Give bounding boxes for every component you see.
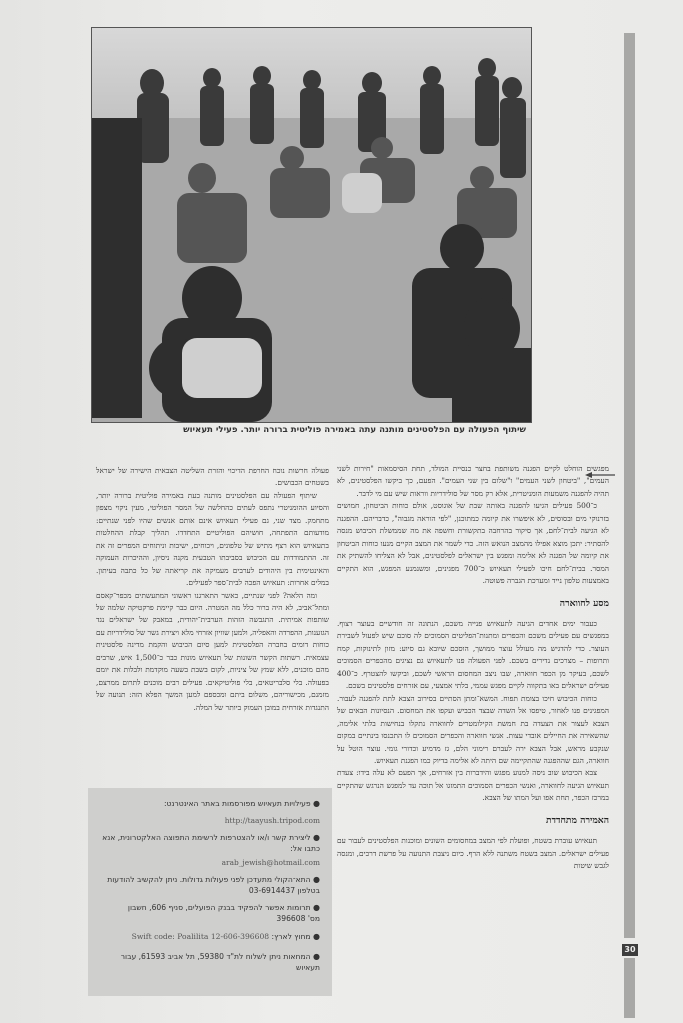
page-number: 30 bbox=[622, 944, 638, 956]
info-text: התא־הקולי מתעדכן לפני פעולות גדולות. ניתן להקשיב להודעות בטלפון 03-6914437 bbox=[107, 875, 320, 895]
paragraph: ומה הלאה? לפני שנתיים, כאשר התארגנו ראשוני המתעשתים מכפר־קאסם ומתל־אביב, לא היה ברור כלל מה המטרה. היום כבר קיימת פרקטיקה שלמה של שותפות אמיתית. התגבשה הזהות הערבית־יהודית, במאבק של ישראלים נגד הגזענות, ההפרדה והאפליה, ולמען שוויון אזרחי מלא ויצירת גשר של סולידריות עם כוחות דומים בחברה הפלסטינית למען סיום הכיבוש והקמת מדינה פלסטינית עצמאית. רשתות הקשר השונות של תעאיוש מונות כבר כ־1,500 איש, שרבים מהם מוכנים, ללא שמץ של ציניות, לקום בשבת בשעה מוקדמת ולבלות את יומם בפעולה. בלי סלבריטאים, בלי פוליטיקאים. פעילים רבים מוכנים לתרום ממרצם, מזמנם, מכישוריהם, משלום ביתם ומכספם למען המשך הפלא הזה: תנועה של התנגדות אזרחית במובן העמוק ביותר של המלה. bbox=[96, 590, 329, 712]
paragraph: כעבור ימים אחדים הגיעה לתעאיוש פנייה משכם, הנתונה זה חודשיים בעוצר רצוף. במפגשים עם פעילים משכם והכפרים ומתנות־הפליטים הסמוכים לה סוכם שיש לפעול לשבירת העוצר. כדי להדגיש מה מעולל עוצר ממושך, הוסכם שיובא גם סיוע: מזון לתינוקות, קמח ותרופות – מצרכים נדירים בשכם. לפני הפעולה פנו לתעאיוש גם נציגים מהכפרים הסמוכים לשכם, בעיקר מן הכפר חווארה, שבו ניצב המחסום הראשי לשכם, וביקשו להצטרף. כ־400 פעילים ישראלים באו בתקווה לקיים מפגש עממי, בלתי אמצעי, עם אזרחים פלסטינים בשכם. bbox=[337, 618, 609, 691]
bullet-icon: ● bbox=[313, 875, 320, 884]
article-column-left bbox=[96, 465, 329, 714]
bullet-icon: ● bbox=[313, 952, 320, 961]
bullet-icon: ● bbox=[313, 799, 320, 808]
paragraph: כוחות הכיבוש חיכו בצומת תפוח. המשא־ומתן הסתיים בסירוב הצבא לתת להפגנה לעבור. המפגינים פנו לאחור, טיפסו אל השדה שבצד הכביש ועקפו את המחסום. הנסיונות הבאים של הצבא לעצור את הצעדה בת חמשת הקילומטרים לחווארה נתקלו בנחישות בלתי אלימה, שהשאירה את החיילים אובדי עצות. אנשי חווארה והכפרים הסמוכים לו התכנסו בינתיים במקום שנקבע מראש, אבל הצבא ירה לעברם רימוני הלם, גז מדמיע וכדורי גומי. עוצר הוטל על חווארה, הגם שההפגנה שהתקיימה שם היתה לא אלימה בדיוק כמו הפגנת תעאיוש. bbox=[337, 693, 609, 765]
info-item bbox=[132, 931, 320, 942]
paragraph: צבא הכיבוש שוב ניסה למנוע מפגש והידברות בין אזרחים, אך הפעם לא עלה בידו: צעדת תעאיוש הגיעה לחווארה, ואנשי הכפרים הסמוכים התמזגו אל תוכה עד למפגש הנרגש שהתקיים במרכז הכפר, תחת אפו ועל המתו של הצבא. bbox=[337, 768, 609, 803]
bullet-icon: ● bbox=[313, 833, 320, 842]
bullet-icon: ● bbox=[313, 932, 320, 941]
website-link[interactable]: http://taayush.tripod.com bbox=[224, 816, 320, 825]
side-bar-lower bbox=[624, 958, 635, 1018]
paragraph: כ־500 פעילים הגיעו להפגנה באותה שבת של אוגוסט, אולם כוחות הביטחון, חמושים בזרנוקי מים ובסוסים, לא איפשרו את קיומה כמתוכנן, "לפי הוראה מגבוה", כדבריהם. ההפגנה לא הגיעה לבית־לחם, אך סיקור בהרחבה בתקשורת וחשפה את מה שממשלת הכיבוש מנסה להסתיר: יתכן מוצא אפילו מהמצב הנואש הזה. כדי לשמר את המצב הקיים מנעו כוחות הביטחון את קיומה של הפגנה לא אלימה ומפגש בין ישראלים לפלסטינים, אבל לא הצליחו להשתיק את המסר. בבית־לחם חיכו לפעילי תעאיוש כ־700 מפגינים, ומשנמנע המפגש, הוא התקיים באמצעות טלפון נייד ומערכת הגברה פשוטה. bbox=[337, 501, 609, 586]
paragraph: תעאיוש עוברת בשטח, ופועלת לפי המצב במחסומים השונים ומוכנות הפלסטינים לעבור עם פעילים ישראלים. המצב בשטח משתנה ללא הרף. כיום ניצבת התנועה על פרשת דרכים, ומנסה לגבש שיטות bbox=[337, 836, 609, 871]
info-text: תרומות אפשר להפקיד בבנק הפועלים, סניף 606, חשבון מס' 396608 bbox=[127, 903, 320, 923]
paragraph: פעולה חרשות נוכח החרפת הדיכוי והזרת השליטה הצבאית הישירה של ישראל בשטחים הכבושים. bbox=[96, 466, 329, 488]
info-item bbox=[100, 832, 320, 854]
paragraph: מפגשים הוחלט לקיים הפגנה משותפת בחצר כנסיית המולד, תחת הסיסמאות "חירות לשני העמים", "ביטחון לשני העמים" ו"שלום בין שני העמים". הפעם, כך ביקשו הפלסטינים, לא תהיה להפגנה משמעות הומניטרית, אלא רק מסר של סולידריות ווראות שיש עם מי לדבר. bbox=[337, 464, 609, 498]
photo-image bbox=[92, 28, 531, 422]
paragraph: שיתוף הפעולה עם הפלסטינים מותנה כעת באמירה פוליטית ברורה יותר, והסיוע ההומניטרי נתפס לעתים כהחלשה של המסר הפוליטי, מעין ניקוי מצפון מתחמק. מצד שני, גם פעילי תעאיוש אינם אותם אנשים שהיו לפני שנתיים: מודעותם התפתחה, חושיהם הפוליטיים התחדדו. תהליך קבלת ההחלטות בתעאיוש הוא רצף מתיש של טלפונים, ויכוחים, ישיבות וניתוחים המפרים זה את זה. ההתמודדות עם הכיבוש בסביבתו הטבעית מקנה ניסיון, וההיכרות העמוקה והאינטימית בין היהודים לערבים מעמיקה את קריאתה של כל כתבה בעיתון. במלים אחרות: תעאיוש הפכה לבית־ספר לפעילים. bbox=[96, 490, 329, 588]
section-heading: האמירה מתחדדת bbox=[546, 814, 609, 826]
info-box bbox=[88, 788, 332, 996]
info-text: מחוץ לארץ: bbox=[271, 932, 311, 941]
info-text: פעילויות תעאיוש מפורסמות באתר האינטרנט: bbox=[163, 799, 311, 808]
info-item bbox=[105, 951, 320, 973]
email-link[interactable]: arab_jewish@hotmail.com bbox=[221, 858, 320, 867]
swift-code: Swift code: Poalilita 12-606-396608 bbox=[131, 932, 270, 941]
photo-caption: שיתוף הפעולה עם הפלסטינים מותנה עתה באמירה פוליטית ברורה יותר. פעילי תעאיוש bbox=[183, 425, 526, 435]
side-bar-upper bbox=[624, 33, 635, 938]
section-heading: מסע לחווארה bbox=[559, 597, 609, 609]
bullet-icon: ● bbox=[313, 903, 320, 912]
info-item bbox=[92, 874, 320, 896]
info-item bbox=[164, 798, 320, 809]
article-column-right bbox=[337, 463, 609, 873]
info-item bbox=[120, 902, 320, 924]
info-text: המחאות ניתן לשלוח לת"ד 59380, תל אביב 61593, עבור תעאיוש bbox=[120, 952, 320, 972]
protest-photo bbox=[91, 27, 532, 423]
info-text: ליצירת קשר ו/או להצטרפות לרשימת התפוצה האלקטרונית, אנא כתבו אל: bbox=[102, 833, 320, 853]
